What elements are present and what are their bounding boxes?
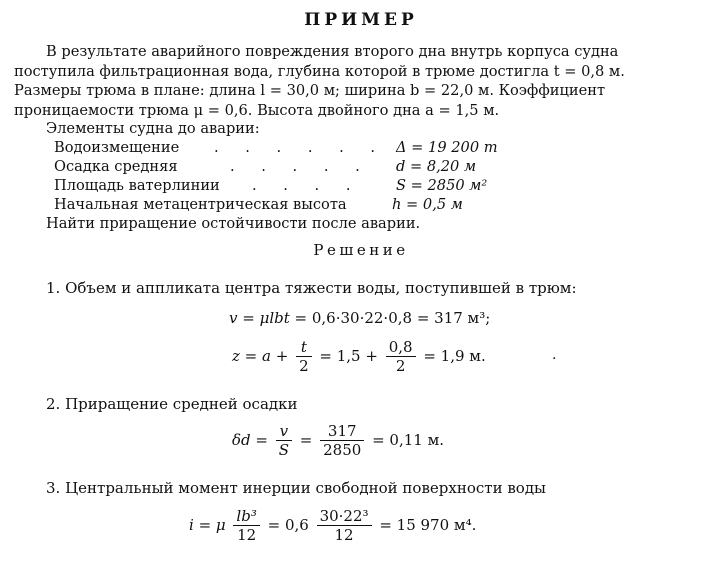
formula-rhs: = 0,11 м. [367,431,445,449]
problem-line: поступила фильтрационная вода, глубина которой в трюме достигла t = 0,8 м. [14,62,625,80]
fraction-denominator: 12 [317,525,372,544]
solution-step-3: 3. Центральный момент инерции свободной поверхности воды [46,479,546,497]
formula-rhs: 0,6·30·22·0,8 = 317 м³; [311,309,491,327]
element-name: Начальная метацентрическая высота [54,196,347,213]
fraction-denominator: 12 [233,525,259,544]
fraction-numerator: 0,8 [388,338,413,356]
fraction-numerator: t [300,338,307,356]
solution-step-2: 2. Приращение средней осадки [46,395,298,413]
fraction-numerator: 30·22³ [319,507,369,525]
elements-heading: Элементы судна до аварии: [46,120,260,137]
formula-mid: = 1,5 + [314,347,383,365]
problem-statement [14,42,710,120]
formula-mid: = [295,431,318,449]
element-name: Водоизмещение [54,139,180,156]
fraction-denominator: 2 [296,356,312,375]
problem-line: В результате аварийного повреждения второго дна внутрь корпуса судна [46,43,619,60]
formula-rhs: = 1,9 м. [418,347,486,365]
leader-dots: . . . . [252,177,362,194]
formula-applicate [232,339,486,375]
element-value: S = 2850 м² [396,177,488,194]
fraction-numerator: 317 [327,422,357,440]
leader-dots: . . . . . [230,158,371,175]
fraction-numerator: v [279,422,289,440]
formula-lhs: z = a + [232,347,294,365]
element-value: d = 8,20 м [396,158,477,175]
solution-step-1: 1. Объем и аппликата центра тяжести воды, поступившей в трюм: [46,279,577,297]
fraction [233,508,259,544]
fraction [276,423,292,459]
formula-rhs: = 15 970 м⁴. [374,516,477,534]
leader-dots: . . . . . . [214,139,387,156]
fraction [296,339,312,375]
stray-dot: · [552,351,557,367]
fraction [386,339,416,375]
element-value: Δ = 19 200 т [396,139,498,156]
formula-lhs: i = μ [189,516,231,534]
fraction-numerator: lb³ [236,507,257,525]
fraction-denominator: 2850 [320,440,364,459]
formula-lhs: v = μlbt = [229,309,312,327]
fraction [320,423,364,459]
formula-mid: = 0,6 [262,516,314,534]
formula-inertia [189,508,476,544]
problem-line: Размеры трюма в плане: длина l = 30,0 м; ширина b = 22,0 м. Коэффициент [14,82,606,99]
fraction [317,508,372,544]
task-statement: Найти приращение остойчивости после аварии. [46,215,421,232]
page-title: ПРИМЕР [304,10,418,30]
formula-draft [232,423,444,459]
element-name: Площадь ватерлинии [54,177,220,194]
problem-line: проницаемости трюма μ = 0,6. Высота двойного дна a = 1,5 м. [14,101,500,119]
formula-lhs: δd = [232,431,273,449]
solution-heading: Решение [313,241,409,259]
formula-volume [229,309,490,327]
fraction-denominator: S [276,440,292,459]
element-name: Осадка средняя [54,158,178,175]
element-value: h = 0,5 м [392,196,463,213]
fraction-denominator: 2 [386,356,416,375]
